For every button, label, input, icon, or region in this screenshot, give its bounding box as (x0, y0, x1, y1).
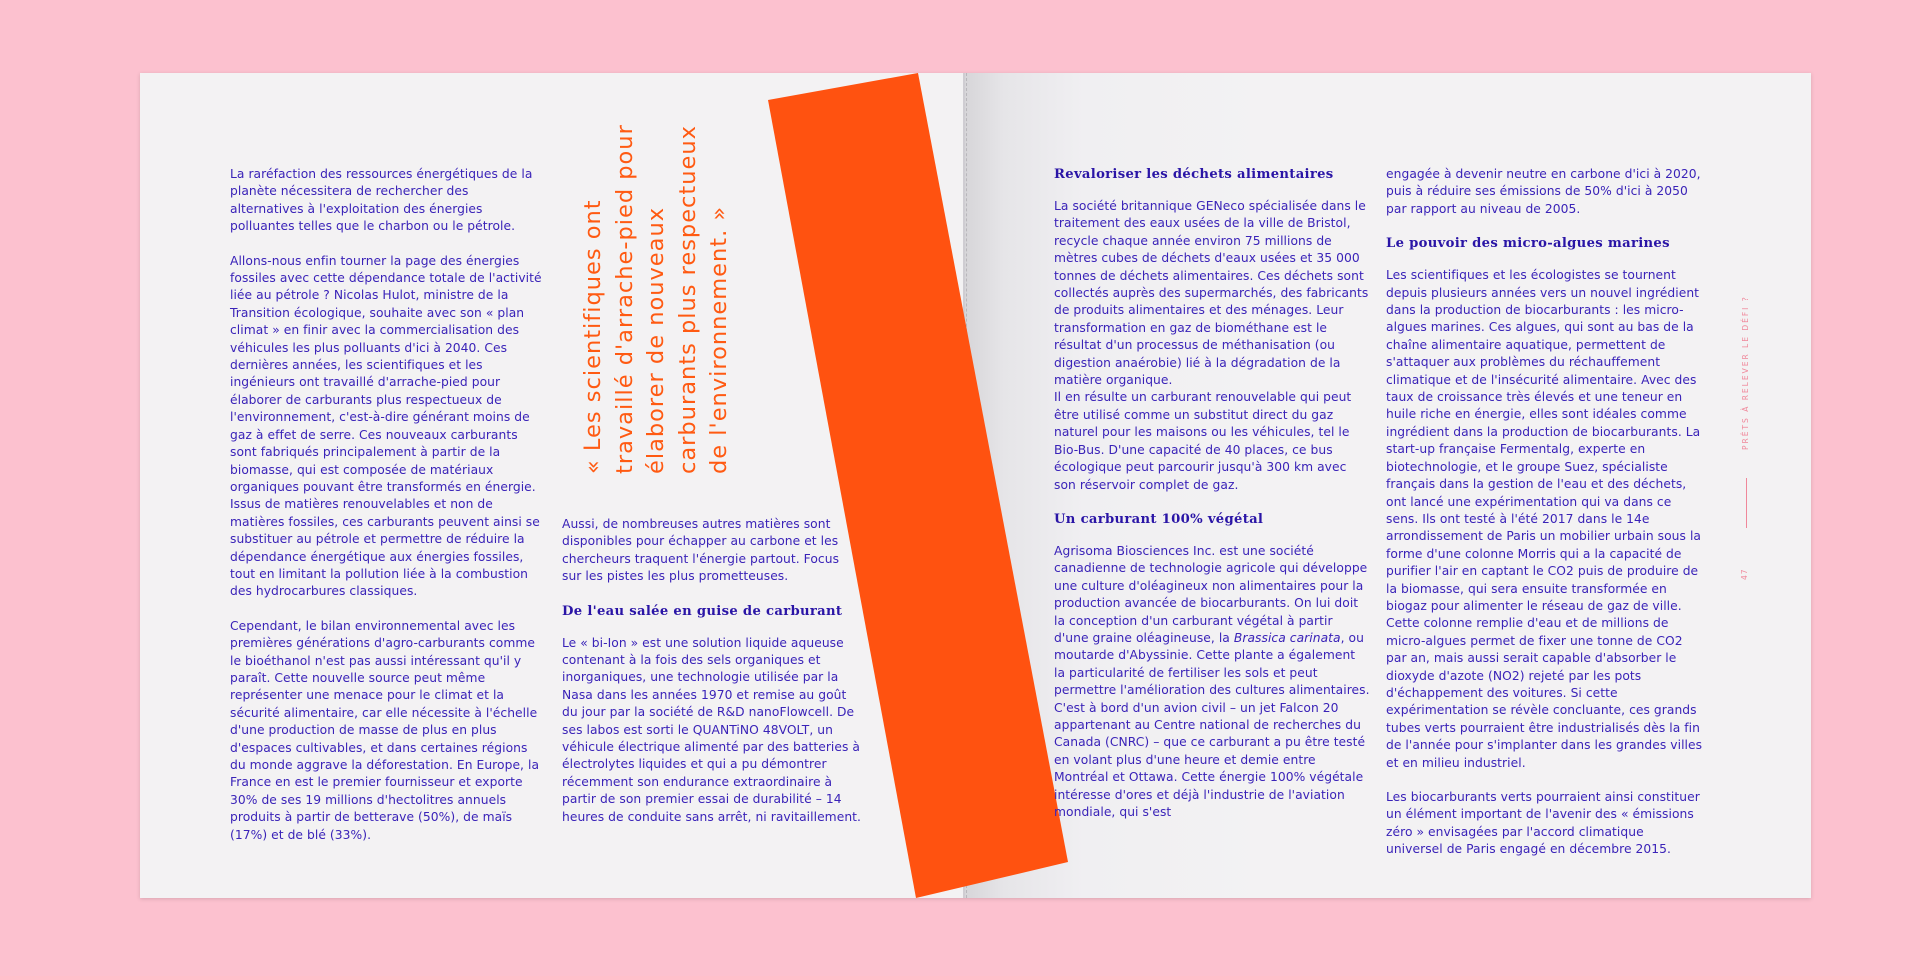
section-heading: Le pouvoir des micro-algues marines (1386, 236, 1670, 252)
paragraph: Aussi, de nombreuses autres matières sont disponibles pour échapper au carbone et les chercheurs traquent l'énergie partout. Focus sur les pistes les plus prometteuses. (562, 517, 840, 584)
species-name: Brassica carinata (1233, 630, 1341, 645)
paragraph (1054, 543, 1370, 822)
text-span: Agrisoma Biosciences Inc. est une société canadienne de technologie agricole qui développe une culture d'oléagineux non alimentaires pour la production avancée de biocarburants. On lui doit la conception d'un carburant végétal à partir d'une graine oléagineuse, la (1054, 543, 1368, 645)
section-heading: De l'eau salée en guise de carburant (562, 603, 843, 619)
running-label (1741, 290, 1753, 450)
paragraph: Les biocarburants verts pourraient ainsi constituer un élément important de l'avenir des « émissions zéro » envisagées par l'accord climatique universel de Paris engagé en décembre 2015. (1386, 790, 1700, 857)
paragraph: La raréfaction des ressources énergétiques de la planète nécessitera de rechercher des alternatives à l'exploitation des énergies polluantes telles que le charbon ou le pétrole. (230, 167, 533, 234)
section-heading: Un carburant 100% végétal (1054, 511, 1264, 527)
right-column-2 (1386, 166, 1704, 876)
paragraph: Cependant, le bilan environnemental avec les premières générations d'agro-carburants comme le bioéthanol n'est pas aussi intéressant qu'il y paraît. Cette nouvelle source peut même représenter une menace pour le climat et la sécurité alimentaire, car elle nécessite à l'échelle d'une production de masse de plus en plus d'espaces cultivables, et dans certaines régions du monde aggrave la déforestation. En Europe, la France en est le premier fournisseur et exporte 30% de ses 19 millions d'hectolitres annuels produits à partir de betterave (50%), de maïs (17%) et de blé (33%). (230, 618, 540, 842)
pull-quote (578, 124, 778, 474)
paragraph: Les scientifiques et les écologistes se tournent depuis plusieurs années vers un nouvel ingrédient dans la production de biocarburants : les micro-algues marines. Ces algues, qui sont au bas de la chaîne alimentaire aquatique, permettent de s'attaquer aux problèmes du réchauffement climatique et de l'insécurité alimentaire. Avec des taux de croissance très élevés et une teneur en huile riche en énergie, elles sont idéales comme ingrédient dans la production de biocarburants. La start-up française Fermentalg, experte en biotechnologie, et le groupe Suez, spécialiste français dans la gestion de l'eau et des déchets, ont lancé une expérimentation qui va dans ce sens. Ils ont testé à l'été 2017 dans le 14e arrondissement de Paris un mobilier urbain sous la forme d'une colonne Morris qui a la capacité de purifier l'air en captant le CO2 puis de produire de la biomasse, qui sera ensuite transformée en biogaz pour alimenter le réseau de gaz de ville. Cette colonne remplie d'eau et de millions de micro-algues permet de fixer une tonne de CO2 par an, mais aussi serait capable d'absorber le dioxyde d'azote (NO2) rejeté par les pots d'échappement des voitures. Si cette expérimentation se révèle concluante, ces grands tubes verts pourraient être industrialisés dès la fin de l'année pour s'implanter dans les grandes villes et en milieu industriel. (1386, 268, 1703, 770)
right-column-1 (1054, 166, 1370, 838)
left-column-2 (562, 516, 862, 843)
running-label-text: PRÊTS À RELEVER LE DÉFI ? (1741, 295, 1750, 450)
page-number-text: 47 (1740, 568, 1749, 580)
paragraph: Le « bi-Ion » est une solution liquide aqueuse contenant à la fois des sels organiques et inorganiques, une technologie utilisée par la Nasa dans les années 1970 et remise au goût du jour par la société de R&D nanoFlowcell. De ses labos est sorti le QUANTiNO 48VOLT, un véhicule électrique alimenté par des batteries à électrolytes liquides et qui a pu démontrer récemment son endurance extraordinaire à partir de son premier essai de durabilité – 14 heures de conduite sans arrêt, ni ravitaillement. (562, 635, 861, 824)
paragraph: engagée à devenir neutre en carbone d'ici à 2020, puis à réduire ses émissions de 50% d'ici à 2050 par rapport au niveau de 2005. (1386, 167, 1701, 216)
paragraph: Il en résulte un carburant renouvelable qui peut être utilisé comme un substitut direct du gaz naturel pour les maisons ou les véhicules, tel le Bio-Bus. D'une capacité de 40 places, ce bus écologique peut parcourir jusqu'à 300 km avec son réservoir complet de gaz. (1054, 390, 1352, 492)
page-number (1740, 556, 1750, 580)
text-span: , ou moutarde d'Abyssinie. Cette plante a également la particularité de fertiliser les sols et peut permettre l'amélioration des cultures alimentaires. C'est à bord d'un avion civil – un jet Falcon 20 appartenant au Centre national de recherches du Canada (CNRC) – que ce carburant a pu être testé en volant plus d'une heure et demie entre Montréal et Ottawa. Cette énergie 100% végétale intéresse d'ores et déjà l'industrie de l'aviation mondiale, qui s'est (1054, 630, 1370, 819)
section-heading: Revaloriser les déchets alimentaires (1054, 167, 1334, 182)
pull-quote-text: « Les scientifiques ont travaillé d'arrache-pied pour élaborer de nouveaux carburants plus respectueux de l'environnement. » (580, 124, 732, 474)
paragraph: Allons-nous enfin tourner la page des énergies fossiles avec cette dépendance totale de l'activité liée au pétrole ? Nicolas Hulot, ministre de la Transition écologique, souhaite avec son « plan climat » en finir avec la commercialisation des véhicules les plus polluants d'ici à 2040. Ces dernières années, les scientifiques et les ingénieurs ont travaillé d'arrache-pied pour élaborer de carburants plus respectueux de l'environnement, c'est-à-dire générant moins de gaz à effet de serre. Ces nouveaux carburants sont fabriqués principalement à partir de la biomasse, qui est composée de matériaux organiques pouvant être transformés en énergie. Issus de matières renouvelables et non de matières fossiles, ces carburants peuvent ainsi se substituer au pétrole et permettre de réduire la dépendance énergétique aux énergies fossiles, tout en limitant la pollution liée à la combustion des hydrocarbures classiques. (230, 253, 542, 599)
running-label-rule (1746, 478, 1747, 528)
paragraph: La société britannique GENeco spécialisée dans le traitement des eaux usées de la ville de Bristol, recycle chaque année environ 75 millions de mètres cubes de déchets d'eaux usées et 35 000 tonnes de déchets alimentaires. Ces déchets sont collectés auprès des supermarchés, des fabricants de produits alimentaires et des ménages. Leur transformation en gaz de biométhane est le résultat d'un processus de méthanisation (ou digestion anaérobie) lié à la dégradation de la matière organique. (1054, 199, 1369, 388)
